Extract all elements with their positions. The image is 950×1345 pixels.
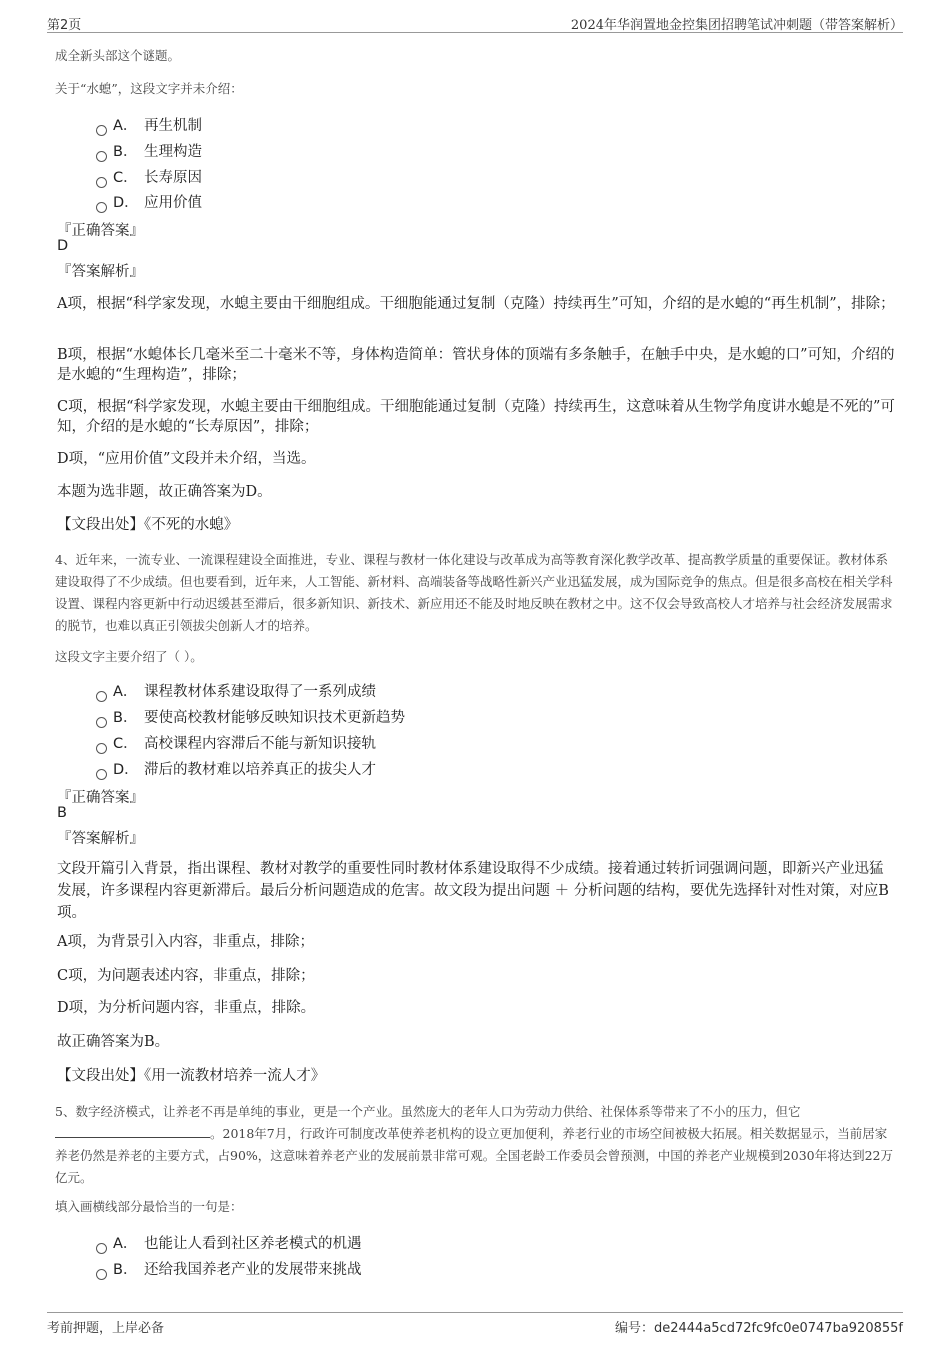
- q4-question: 这段文字主要介绍了（ ）。: [55, 649, 203, 664]
- fill-in-blank: [55, 1125, 210, 1138]
- q3-intro-tail: 成全新头部这个谜题。: [55, 48, 181, 63]
- q3-option-c[interactable]: C． 长寿原因: [96, 166, 202, 187]
- radio-icon[interactable]: [96, 125, 107, 136]
- page-footer: [47, 1312, 903, 1337]
- q3-analysis-label: 『答案解析』: [57, 264, 144, 280]
- q3-option-a[interactable]: A． 再生机制: [96, 114, 202, 135]
- q3-source: 【文段出处】《不死的水螅》: [57, 517, 239, 533]
- q3-analysis-3: C项，根据“科学家发现，水螅主要由干细胞组成。干细胞能通过复制（克隆）持续再生，这意味着从生物学角度讲水螅是不死的”可知，介绍的是水螅的“长寿原因”，排除；: [57, 399, 895, 435]
- page-header: [47, 12, 903, 33]
- footer-slogan: 考前押题，上岸必备: [47, 1321, 165, 1336]
- q4-answer: B: [57, 805, 67, 821]
- q5-option-a[interactable]: A． 也能让人看到社区养老模式的机遇: [96, 1232, 362, 1253]
- document-title: 2024年华润置地金控集团招聘笔试冲刺题（带答案解析）: [570, 18, 903, 33]
- q4-source: 【文段出处】《用一流教材培养一流人才》: [57, 1068, 326, 1084]
- q3-option-d[interactable]: D． 应用价值: [96, 191, 202, 212]
- q4-answer-label: 『正确答案』: [57, 790, 144, 806]
- q3-analysis-2: B项，根据“水螅体长几毫米至二十毫米不等，身体构造简单：管状身体的顶端有多条触手，在触手中央，是水螅的口”可知，介绍的是水螅的“生理构造”，排除；: [57, 347, 895, 383]
- radio-icon[interactable]: [96, 151, 107, 162]
- q3-answer: D: [57, 238, 69, 254]
- q4-option-b[interactable]: B． 要使高校教材能够反映知识技术更新趋势: [96, 706, 405, 727]
- radio-icon[interactable]: [96, 1269, 107, 1280]
- q4-analysis-1: 文段开篇引入背景，指出课程、教材对教学的重要性同时教材体系建设取得不少成绩。接着通过转折词强调问题，即新兴产业迅猛发展，许多课程内容更新滞后。最后分析问题造成的危害。故文段为提出问题 ＋ 分析问题的结构，要优先选择针对性对策，对应B项。: [57, 861, 889, 921]
- radio-icon[interactable]: [96, 769, 107, 780]
- radio-icon[interactable]: [96, 202, 107, 213]
- q5-passage-part2: 。2018年7月，行政许可制度改革使养老机构的设立更加便利，养老行业的市场空间被极大拓展。相关数据显示，当前居家养老仍然是养老的主要方式，占90%，这意味着养老产业的发展前景非常可观。全国老龄工作委员会曾预测，中国的养老产业规模到2030年将达到22万亿元。: [55, 1126, 894, 1185]
- q4-analysis-2: A项，为背景引入内容，非重点，排除；: [57, 934, 314, 950]
- q4-analysis-3: C项，为问题表述内容，非重点，排除；: [57, 968, 315, 984]
- q3-answer-label: 『正确答案』: [57, 223, 144, 239]
- q5-option-b[interactable]: B． 还给我国养老产业的发展带来挑战: [96, 1258, 362, 1279]
- q3-question: 关于“水螅”，这段文字并未介绍：: [55, 81, 243, 96]
- radio-icon[interactable]: [96, 691, 107, 702]
- radio-icon[interactable]: [96, 717, 107, 728]
- q5-passage: [55, 1101, 895, 1189]
- q4-option-c[interactable]: C． 高校课程内容滞后不能与新知识接轨: [96, 732, 376, 753]
- q3-option-b[interactable]: B． 生理构造: [96, 140, 202, 161]
- radio-icon[interactable]: [96, 177, 107, 188]
- radio-icon[interactable]: [96, 743, 107, 754]
- footer-code: 编号：de2444a5cd72fc9fc0e0747ba920855f: [614, 1321, 903, 1336]
- q4-analysis-5: 故正确答案为B。: [57, 1034, 170, 1050]
- q5-passage-part1: 5、数字经济模式，让养老不再是单纯的事业，更是一个产业。虽然庞大的老年人口为劳动力供给、社保体系等带来了不小的压力，但它: [55, 1104, 801, 1119]
- q3-analysis-5: 本题为选非题，故正确答案为D。: [57, 484, 272, 500]
- q3-analysis-4: D项，“应用价值”文段并未介绍，当选。: [57, 451, 316, 467]
- radio-icon[interactable]: [96, 1243, 107, 1254]
- q4-option-d[interactable]: D． 滞后的教材难以培养真正的拔尖人才: [96, 758, 376, 779]
- q4-option-a[interactable]: A． 课程教材体系建设取得了一系列成绩: [96, 680, 376, 701]
- q4-analysis-label: 『答案解析』: [57, 831, 144, 847]
- q5-question: 填入画横线部分最恰当的一句是：: [55, 1199, 243, 1214]
- q4-passage: 4、近年来，一流专业、一流课程建设全面推进，专业、课程与教材一体化建设与改革成为高等教育深化教学改革、提高教学质量的重要保证。教材体系建设取得了不少成绩。但也要看到，近年来，人工智能、新材料、高端装备等战略性新兴产业迅猛发展，成为国际竞争的焦点。但是很多高校在相关学科设置、课程内容更新中行动迟缓甚至滞后，很多新知识、新技术、新应用还不能及时地反映在教材之中。这不仅会导致高校人才培养与社会经济发展需求的脱节，也难以真正引领拔尖创新人才的培养。: [55, 552, 893, 633]
- q3-analysis-1: A项，根据“科学家发现，水螅主要由干细胞组成。干细胞能通过复制（克隆）持续再生”可知，介绍的是水螅的“再生机制”，排除；: [57, 296, 895, 312]
- page-number: 第2页: [47, 18, 82, 33]
- q4-analysis-4: D项，为分析问题内容，非重点，排除。: [57, 1000, 316, 1016]
